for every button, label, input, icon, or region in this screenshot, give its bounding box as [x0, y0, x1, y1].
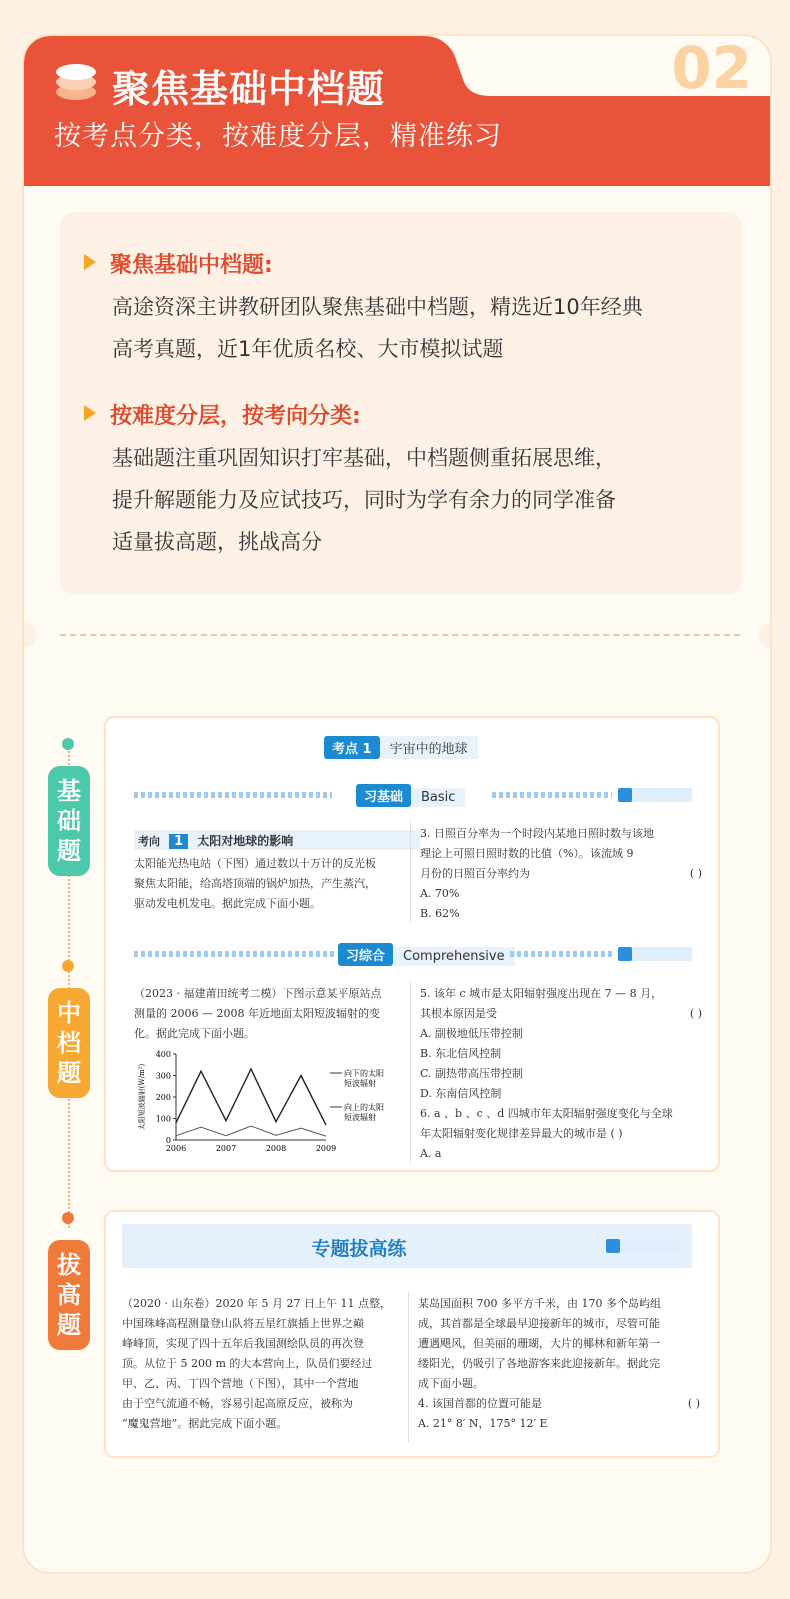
y-tick-label: 400: [155, 1050, 171, 1059]
option-b: B. 东北信风控制: [420, 1047, 502, 1060]
basic-header: [356, 784, 465, 807]
direction-num: 1: [169, 834, 188, 849]
direction-bar: [134, 830, 420, 850]
legend-label: 向下的太阳: [344, 1069, 384, 1078]
y-tick-label: 0: [165, 1136, 171, 1145]
option-a: A. 21° 8′ N，175° 12′ E: [418, 1417, 548, 1430]
direction-tag: 考向: [138, 835, 160, 848]
page-title: 聚焦基础中档题: [112, 67, 386, 111]
timeline-dot: [62, 1212, 74, 1224]
passage-1: [134, 854, 424, 914]
column-divider: [408, 1292, 409, 1442]
level-tag-basic: 基础题: [48, 766, 90, 876]
option-d: D. 东南信风控制: [420, 1087, 502, 1100]
dashed-divider: [60, 634, 740, 636]
question-5: [420, 984, 710, 1164]
text-line: 驱动发电机发电。据此完成下面小题。: [134, 897, 321, 910]
text-line: [420, 864, 710, 884]
option-a: A. a: [420, 1147, 442, 1160]
question-3: [420, 824, 710, 924]
text-line: 由于空气流通不畅，容易引起高原反应，被称为: [122, 1397, 353, 1410]
sample-page-advanced: [104, 1210, 720, 1458]
text-line: （2023 · 福建莆田统考二模）下图示意某平原站点: [134, 987, 382, 1000]
q3-stem: 月份的日照百分率约为: [420, 867, 530, 880]
text-line: 化。据此完成下面小题。: [134, 1027, 255, 1040]
timeline-dot: [62, 738, 74, 750]
text-line: 测量的 2006 — 2008 年近地面太阳短波辐射的变: [134, 1007, 380, 1020]
option-b: B. 62%: [420, 907, 460, 920]
timeline-dot: [62, 960, 74, 972]
page-ref-badge: [606, 1239, 680, 1253]
intro-line: 高考真题，近1年优质名校、大市模拟试题: [112, 337, 504, 361]
text-line: 顶。从位于 5 200 m 的大本营向上，队员们要经过: [122, 1357, 373, 1370]
direction-title: 太阳对地球的影响: [197, 834, 294, 848]
basic-en: Basic: [411, 788, 465, 807]
comp-en: Comprehensive: [393, 947, 515, 966]
text-line: 成下面小题。: [418, 1377, 484, 1390]
point-tag: 考点 1: [324, 736, 380, 759]
wavy-rule: [510, 951, 612, 957]
y-tick-label: 100: [155, 1114, 171, 1124]
legend-label: 向上的太阳: [344, 1103, 384, 1112]
text-line: 理论上可照日照时数的比值（%）。该流域 9: [420, 847, 634, 860]
passage-3: [122, 1294, 412, 1434]
intro-line: 提升解题能力及应试技巧，同时为学有余力的同学准备: [112, 488, 616, 512]
intro-line: 基础题注重巩固知识打牢基础，中档题侧重拓展思维，: [112, 446, 616, 470]
text-line: [420, 1004, 710, 1024]
wavy-rule: [134, 951, 334, 957]
intro-heading-2: 按难度分层，按考向分类:: [110, 404, 361, 429]
basic-tag: 习基础: [356, 784, 411, 807]
series-line-1: [176, 1069, 326, 1125]
y-tick-label: 300: [155, 1071, 171, 1081]
wavy-rule: [492, 792, 612, 798]
passage-2: [134, 984, 424, 1044]
point-title: 宇宙中的地球: [380, 736, 478, 759]
passage-4: [418, 1294, 708, 1434]
y-tick-label: 200: [155, 1093, 171, 1102]
point-header: [324, 736, 478, 759]
radiation-chart: [132, 1048, 422, 1158]
option-a: A. 70%: [420, 887, 460, 900]
answer-blank: ( ): [687, 1397, 700, 1410]
text-line: “魔鬼营地”。据此完成下面小题。: [122, 1417, 288, 1430]
y-axis-label: 太阳短波辐射(W/m²): [138, 1063, 146, 1131]
divider-notch-left: [22, 622, 36, 648]
text-line: 遭遇飓风，但美丽的珊瑚，大片的椰林和新年第一: [418, 1337, 660, 1350]
header-banner: [24, 36, 770, 186]
option-a: A. 副极地低压带控制: [420, 1027, 523, 1040]
column-divider: [410, 982, 411, 1162]
comp-tag: 习综合: [338, 943, 393, 966]
text-line: 5. 该年 c 城市是太阳辐射强度出现在 7 — 8 月，: [420, 987, 663, 1000]
page-subtitle: 按考点分类，按难度分层，精准练习: [54, 121, 502, 152]
series-line-2: [176, 1126, 326, 1136]
triangle-icon: [84, 254, 96, 270]
x-tick-label: 2007: [215, 1144, 237, 1153]
intro-line: 高途资深主讲教研团队聚焦基础中档题，精选近10年经典: [112, 295, 643, 319]
x-tick-label: 2009: [315, 1144, 337, 1153]
text-line: 成，其首都是全球最早迎接新年的城市，尽管可能: [418, 1317, 660, 1330]
legend-label: 短波辐射: [344, 1079, 376, 1088]
section-number: 02: [671, 34, 752, 102]
level-tag-medium: 中档题: [48, 988, 90, 1098]
x-tick-label: 2008: [265, 1144, 287, 1153]
text-line: 年太阳辐射变化规律差异最大的城市是 ( ): [420, 1127, 623, 1140]
divider-notch-right: [758, 622, 772, 648]
legend-label: 短波辐射: [344, 1113, 376, 1122]
text-line: 3. 日照百分率为一个时段内某地日照时数与该地: [420, 827, 654, 840]
option-c: C. 副热带高压带控制: [420, 1067, 524, 1080]
text-line: 甲、乙、丙、丁四个营地（下图），其中一个营地: [122, 1377, 359, 1390]
comp-header: [338, 943, 515, 966]
x-tick-label: 2006: [165, 1144, 187, 1153]
answer-blank: ( ): [689, 1007, 702, 1020]
page-ref-badge: [618, 947, 692, 961]
text-line: 缕阳光，仍吸引了各地游客来此迎接新年。据此完: [418, 1357, 660, 1370]
intro-heading-1: 聚焦基础中档题:: [110, 253, 273, 278]
intro-line: 适量拔高题，挑战高分: [112, 530, 322, 554]
wavy-rule: [134, 792, 332, 798]
q5-stem: 其根本原因是受: [420, 1007, 497, 1020]
triangle-icon: [84, 405, 96, 421]
text-line: （2020 · 山东卷）2020 年 5 月 27 日上午 11 点整，: [122, 1297, 391, 1310]
text-line: [418, 1394, 708, 1414]
advanced-title: 专题拔高练: [311, 1238, 407, 1260]
page-card: [22, 34, 772, 1574]
text-line: 太阳能光热电站（下图）通过数以十万计的反光板: [134, 857, 376, 870]
level-tag-advanced: 拔高题: [48, 1240, 90, 1350]
intro-box: [60, 212, 742, 594]
sample-page-basic-medium: [104, 716, 720, 1172]
q4-stem: 4. 该国首都的位置可能是: [418, 1397, 542, 1410]
column-divider: [410, 822, 411, 922]
text-line: 峰峰顶，实现了四十五年后我国测绘队员的再次登: [122, 1337, 364, 1350]
text-line: 6. a 、b 、c 、d 四城市年太阳辐射强度变化与全球: [420, 1107, 673, 1120]
answer-blank: ( ): [689, 867, 702, 880]
text-line: 聚焦太阳能，给高塔顶端的锅炉加热，产生蒸汽，: [134, 877, 376, 890]
text-line: 中国珠峰高程测量登山队将五星红旗插上世界之巅: [122, 1317, 364, 1330]
text-line: 某岛国面积 700 多平方千米，由 170 多个岛屿组: [418, 1297, 661, 1310]
page-ref-badge: [618, 788, 692, 802]
